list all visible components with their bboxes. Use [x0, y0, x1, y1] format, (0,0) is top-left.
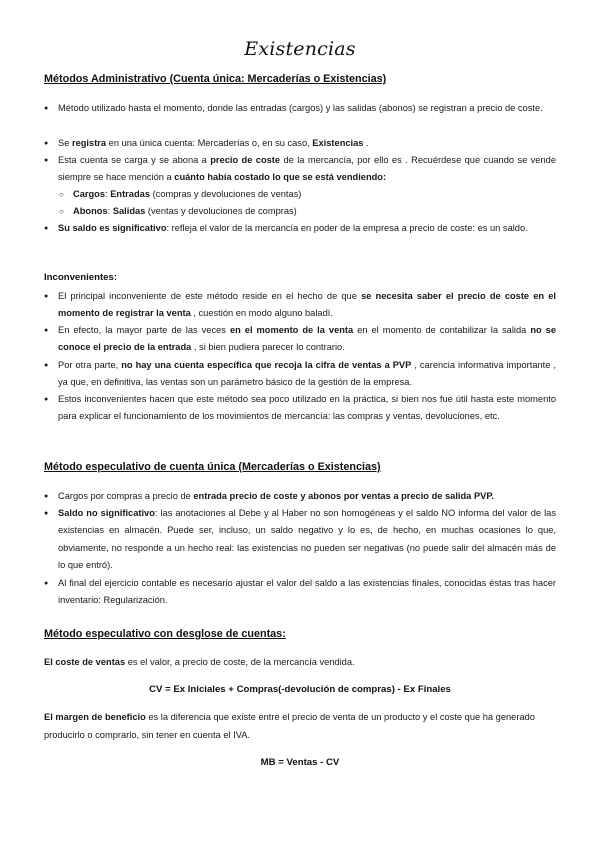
section-heading-administrativo: Métodos Administrativo (Cuenta única: Mercaderías o Existencias) — [44, 73, 387, 85]
list-item: ● Esta cuenta se carga y se abona a precio de coste de la mercancía, por ello es . Recuérdese que cuando se vende siempre se hace mención a cuánto había costado lo que se está vendiendo: — [58, 152, 556, 187]
sub-list-item: ○ Cargos: Entradas (compras y devoluciones de ventas) — [73, 186, 553, 203]
list-item: ● Al final del ejercicio contable es necesario ajustar el valor del saldo a las existencias finales, conocidas éstas tras hacer inventario: Regularización. — [58, 575, 556, 610]
list-item: ● Estos inconvenientes hacen que este método sea poco utilizado en la práctica, si bien nos fue útil hasta este momento para explicar el funcionamiento de los movimientos de mercancía: las compras y ventas, devoluciones, etc. — [58, 391, 556, 426]
sub-list-item: ○ Abonos: Salidas (ventas y devoluciones de compras) — [73, 203, 553, 220]
inconvenientes-label: Inconvenientes: — [44, 272, 118, 283]
list-item: ● Saldo no significativo: las anotaciones al Debe y al Haber no son homogéneas y el saldo NO informa del valor de las existencias en almacén. Puede ser, incluso, un saldo negativo y lo es, de hecho, en muchas ocasiones lo que, obviamente, no responde a un hecho real: las existencias no pueden ser negativas (no puede salir del almacén más de lo que entró). — [58, 505, 556, 574]
formula-mb: MB = Ventas - CV — [260, 757, 340, 768]
list-item: ● Por otra parte, no hay una cuenta específica que recoja la cifra de ventas a PVP , carencia informativa importante , ya que, en definitiva, las ventas son un parámetro básico de la gestión de la empresa. — [58, 357, 556, 392]
list-item: ● Método utilizado hasta el momento, donde las entradas (cargos) y las salidas (abonos) se registran a precio de coste. — [58, 100, 556, 117]
list-item: ● Cargos por compras a precio de entrada precio de coste y abonos por ventas a precio de salida PVP. — [58, 488, 556, 505]
page-title: Existencias — [244, 38, 356, 60]
list-item: ● En efecto, la mayor parte de las veces en el momento de la venta en el momento de contabilizar la salida no se conoce el precio de la entrada , si bien pudiera parecer lo contrario. — [58, 322, 556, 357]
list-item: ● Su saldo es significativo: refleja el valor de la mercancía en poder de la empresa a precio de coste: es un saldo. — [58, 220, 556, 237]
paragraph-coste-ventas: El coste de ventas es el valor, a precio de coste, de la mercancía vendida. — [44, 657, 355, 667]
list-item: ● El principal inconveniente de este método reside en el hecho de que se necesita saber el precio de coste en el momento de registrar la venta , cuestión en modo alguno baladí. — [58, 288, 556, 323]
section-heading-especulativo-unica: Método especulativo de cuenta única (Mercaderías o Existencias) — [44, 461, 381, 473]
section-heading-desglose: Método especulativo con desglose de cuentas: — [44, 628, 286, 640]
list-item: ● Se registra en una única cuenta: Mercaderías o, en su caso, Existencias . — [58, 135, 556, 152]
formula-cv: CV = Ex Iniciales + Compras(-devolución de compras) - Ex Finales — [149, 684, 451, 695]
paragraph-margen-beneficio: El margen de beneficio es la diferencia que existe entre el precio de venta de un producto y el coste que ha generado producirlo o comprarlo, sin tener en cuenta el IVA. — [44, 712, 535, 740]
